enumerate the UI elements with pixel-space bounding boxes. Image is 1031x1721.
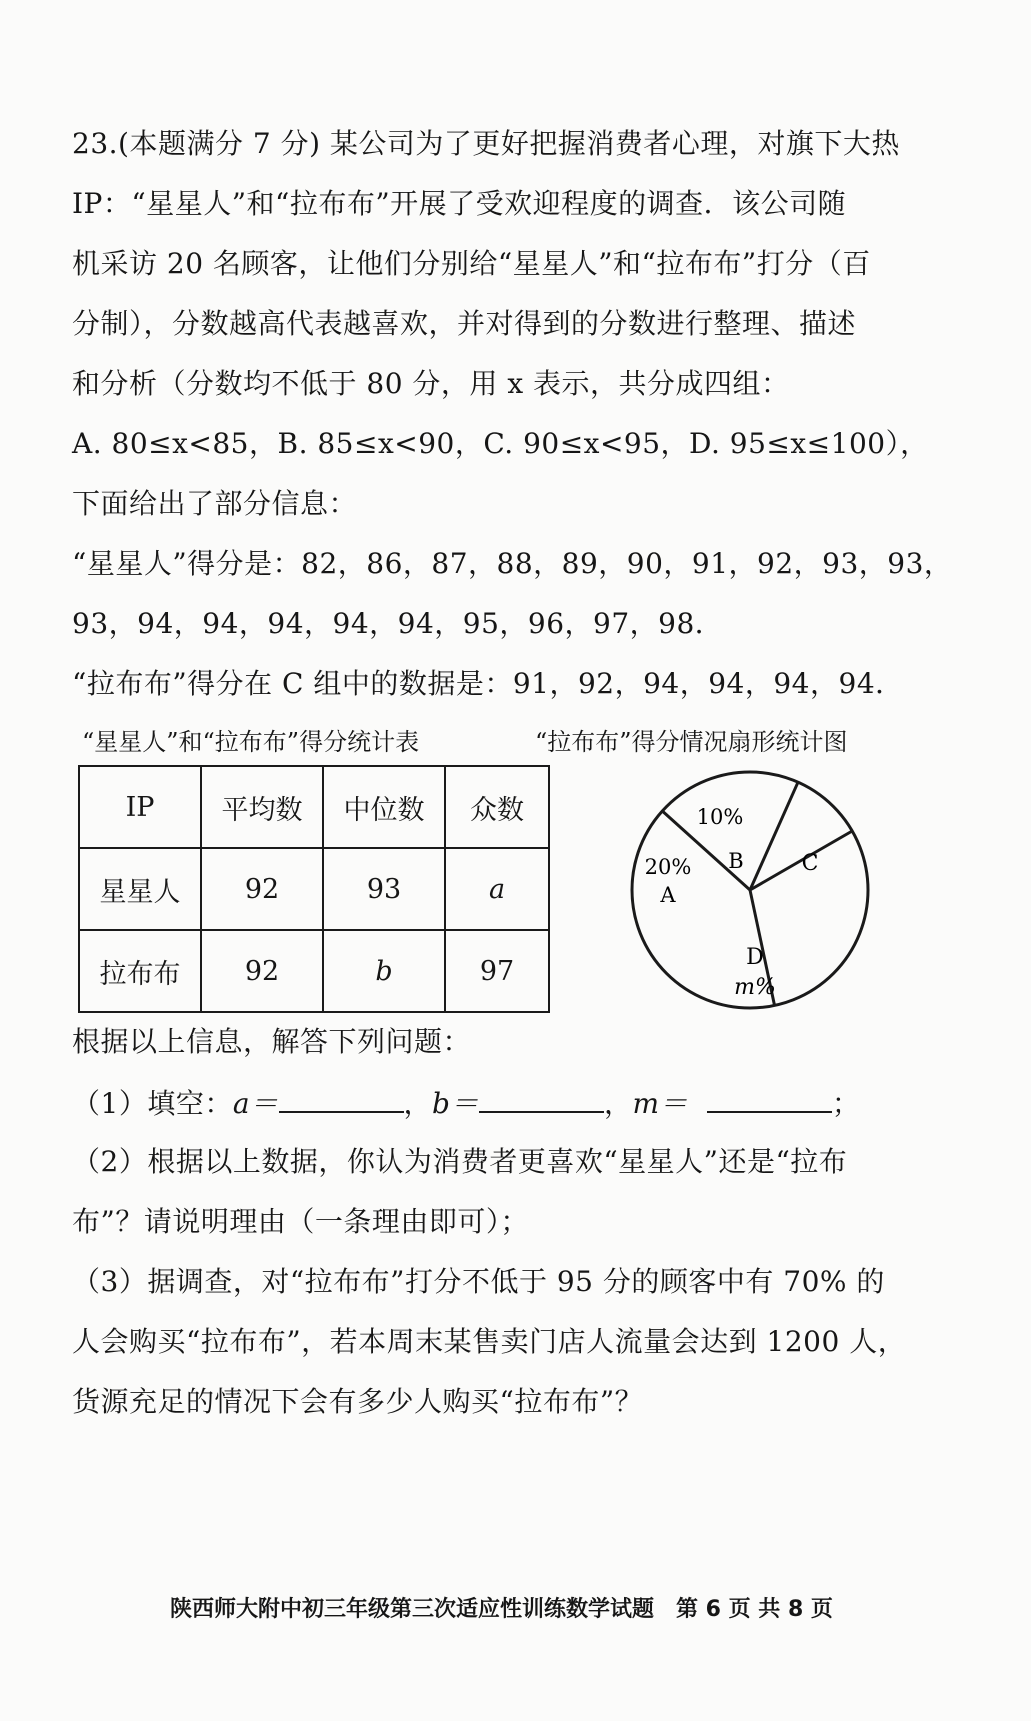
cell-median: 93 xyxy=(323,848,445,930)
q1-m-label: m＝ xyxy=(632,1087,689,1120)
cell-mean: 92 xyxy=(201,930,323,1012)
q1-a-blank[interactable] xyxy=(279,1085,404,1113)
page-footer: 陕西师大附中初三年级第三次适应性训练数学试题 第 6 页 共 8 页 xyxy=(170,1597,833,1622)
pie-chart xyxy=(620,760,880,1020)
question-1 xyxy=(72,1082,860,1122)
cell-mode-a: a xyxy=(445,848,549,930)
problem-line-1: 23.(本题满分 7 分) 某公司为了更好把握消费者心理，对旗下大热 xyxy=(72,127,900,160)
header-median: 中位数 xyxy=(323,766,445,848)
question-3-line-3: 货源充足的情况下会有多少人购买“拉布布”？ xyxy=(72,1385,644,1418)
question-2-line-2: 布”？请说明理由（一条理由即可）； xyxy=(72,1205,529,1238)
table-caption: “星星人”和“拉布布”得分统计表 xyxy=(82,728,420,756)
problem-line-9: 93，94，94，94，94，94，95，96，97，98． xyxy=(72,607,724,640)
problem-line-4: 分制），分数越高代表越喜欢，并对得到的分数进行整理、描述 xyxy=(72,307,857,340)
pie-slice-boundary-b xyxy=(750,782,798,890)
questions-intro: 根据以上信息，解答下列问题： xyxy=(72,1025,472,1058)
pie-label-b: B xyxy=(728,849,744,873)
header-mean: 平均数 xyxy=(201,766,323,848)
pie-label-a: A xyxy=(660,883,676,907)
question-2-line-1: （2）根据以上数据，你认为消费者更喜欢“星星人”还是“拉布 xyxy=(72,1145,848,1178)
problem-line-5: 和分析（分数均不低于 80 分，用 x 表示，共分成四组： xyxy=(72,367,790,400)
header-mode: 众数 xyxy=(445,766,549,848)
problem-line-7: 下面给出了部分信息： xyxy=(72,487,358,520)
table-row xyxy=(79,848,549,930)
q1-m-blank[interactable] xyxy=(707,1085,832,1113)
problem-line-6: A. 80≤x<85，B. 85≤x<90，C. 90≤x<95，D. 95≤x≤100）， xyxy=(72,427,929,460)
table-row xyxy=(79,930,549,1012)
q1-b-label: b＝ xyxy=(432,1087,479,1120)
problem-line-3: 机采访 20 名顾客，让他们分别给“星星人”和“拉布布”打分（百 xyxy=(72,247,871,280)
q1-end: ； xyxy=(831,1087,861,1120)
stats-table xyxy=(78,765,550,1013)
pie-label-d: D xyxy=(746,945,764,970)
q1-sep: ， xyxy=(603,1087,633,1120)
cell-median-b: b xyxy=(323,930,445,1012)
problem-line-10: “拉布布”得分在 C 组中的数据是：91，92，94，94，94，94． xyxy=(72,667,904,700)
question-3-line-1: （3）据调查，对“拉布布”打分不低于 95 分的顾客中有 70% 的 xyxy=(72,1265,885,1298)
pie-label-d-pct: m% xyxy=(734,975,776,1000)
table-header-row xyxy=(79,766,549,848)
pie-caption: “拉布布”得分情况扇形统计图 xyxy=(535,728,848,756)
question-3-line-2: 人会购买“拉布布”，若本周末某售卖门店人流量会达到 1200 人， xyxy=(72,1325,907,1358)
pie-label-c: C xyxy=(801,851,819,876)
cell-mode: 97 xyxy=(445,930,549,1012)
cell-mean: 92 xyxy=(201,848,323,930)
header-ip: IP xyxy=(79,766,201,848)
problem-line-8: “星星人”得分是：82，86，87，88，89，90，91，92，93，93， xyxy=(72,547,953,580)
q1-prefix: （1）填空： xyxy=(72,1087,233,1120)
q1-a-label: a＝ xyxy=(232,1087,279,1120)
pie-label-a-pct: 20% xyxy=(644,855,692,879)
cell-ip-name: 拉布布 xyxy=(79,930,201,1012)
q1-sep: ， xyxy=(403,1087,433,1120)
problem-line-2: IP：“星星人”和“拉布布”开展了受欢迎程度的调查．该公司随 xyxy=(72,187,847,220)
q1-b-blank[interactable] xyxy=(479,1085,604,1113)
pie-label-b-pct: 10% xyxy=(696,805,744,829)
cell-ip-name: 星星人 xyxy=(79,848,201,930)
